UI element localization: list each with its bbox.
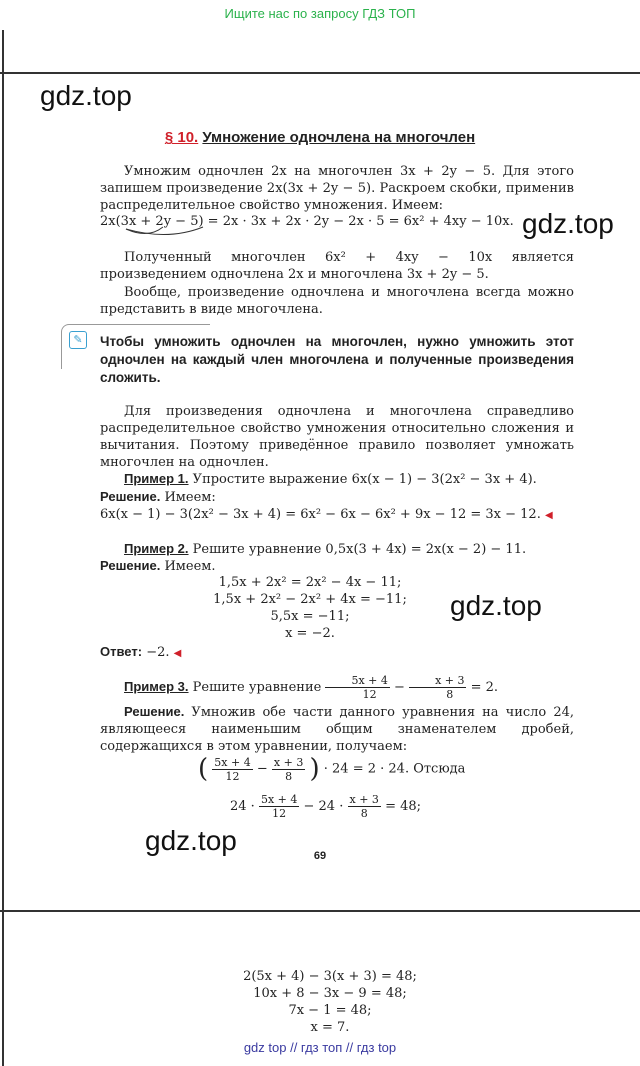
solution-intro: Имеем. — [164, 559, 216, 574]
equation-line: 1,5x + 2x² = 2x² − 4x − 11; — [218, 575, 402, 590]
equation-line: x = −2. — [285, 626, 335, 641]
distributive-note: Для произведения одночлена и многочлена справедливо распределительное свойство умножения относительно сложения и вычитания. Поэтому приведённое правило позволяет умножать многочлен на одночлен. — [100, 404, 574, 470]
example-2-steps — [200, 574, 420, 642]
section-title: Умножение одночлена на многочлен — [202, 129, 476, 146]
example-2-label: Пример 2. — [124, 541, 189, 556]
example-1-text: Упростите выражение 6x(x − 1) − 3(2x² − 3x + 4). — [192, 472, 537, 487]
example-1-task — [100, 470, 574, 488]
page-left-border — [2, 72, 4, 912]
fraction: $\frac{5x + 4}{12}$ — [325, 674, 389, 701]
intro-equation: 2x(3x + 2y − 5) = 2x · 3x + 2x · 2y − 2x · 5 = 6x² + 4xy − 10x. — [100, 214, 514, 229]
example-2-solution-header — [100, 557, 574, 575]
example-3-eq1: ( $\frac{5x + 4}{12}$ − $\frac{x + 3}{8}$ ) · 24 = 2 · 24. Отсюда — [198, 754, 466, 784]
example-3-prefix: Решите уравнение — [192, 680, 322, 695]
rule-icon: ✎ — [69, 331, 87, 349]
solution-label: Решение. — [100, 489, 161, 504]
example-2-answer — [100, 643, 574, 662]
example-3-eq2: 24 · $\frac{5x + 4}{12}$ − 24 · $\frac{x + 3}{8}$ = 48; — [230, 793, 422, 820]
example-3-label: Пример 3. — [124, 679, 189, 694]
solution-text: Умножив обе части данного уравнения на число 24, являющееся наименьшим общим знаменателем дробей, содержащихся в этом уравнении, получаем: — [100, 705, 574, 754]
rule-text: Чтобы умножить одночлен на многочлен, нужно умножить этот одночлен на каждый член многочлена и полученные произведения сложить. — [100, 334, 574, 385]
example-3-steps — [200, 968, 460, 1036]
example-1-solution-header — [100, 488, 574, 506]
intro-paragraph-3: Вообще, произведение одночлена и многочлена всегда можно представить в виде многочлена. — [100, 285, 574, 317]
solution-label: Решение. — [100, 558, 161, 573]
intro-paragraph-2: Полученный многочлен 6x² + 4xy − 10x является произведением одночлена 2x и многочлена 3x + 2y − 5. — [100, 250, 574, 282]
end-marker-icon: ◀ — [544, 510, 553, 521]
page-bottom-border — [0, 910, 640, 912]
answer-value: −2. — [146, 645, 170, 660]
watermark: gdz.top — [40, 80, 132, 111]
end-marker-icon: ◀ — [173, 648, 182, 659]
answer-label: Ответ: — [100, 644, 143, 659]
page-left-border-top — [2, 30, 4, 74]
example-1-equation: 6x(x − 1) − 3(2x² − 3x + 4) = 6x² − 6x − 6x² + 9x − 12 = 3x − 12. — [100, 507, 541, 522]
example-2-task — [100, 540, 574, 558]
intro-paragraph-1: Умножим одночлен 2x на многочлен 3x + 2y − 5. Для этого запишем произведение 2x(3x + 2y − 5). Раскроем скобки, применив распределительное свойство умножения. Имеем: — [100, 164, 574, 213]
example-3-suffix: = 2. — [470, 680, 499, 695]
page-number: 69 — [313, 850, 327, 862]
equation-line: 1,5x + 2x² − 2x² + 4x = −11; — [213, 592, 407, 607]
example-1-label: Пример 1. — [124, 471, 189, 486]
solution-label: Решение. — [124, 704, 185, 719]
equation-line: 2(5x + 4) − 3(x + 3) = 48; — [243, 969, 417, 984]
bottom-banner[interactable]: gdz top // гдз топ // гдз top — [243, 1040, 397, 1055]
top-banner[interactable]: Ищите нас по запросу ГДЗ ТОП — [224, 6, 416, 21]
distribution-arrows — [118, 223, 228, 237]
equation-line: 10x + 8 − 3x − 9 = 48; — [253, 986, 407, 1001]
eq1-suffix: · 24 = 2 · 24. Отсюда — [323, 761, 466, 777]
equation-line: 5,5x = −11; — [270, 609, 350, 624]
example-1-line — [100, 506, 580, 524]
fraction: $\frac{x + 3}{8}$ — [409, 674, 466, 701]
equation-line: 7x − 1 = 48; — [288, 1003, 372, 1018]
watermark: gdz.top — [522, 208, 614, 239]
watermark: gdz.top — [145, 825, 237, 856]
example-2-text: Решите уравнение 0,5x(3 + 4x) = 2x(x − 2) − 11. — [192, 542, 527, 557]
watermark: gdz.top — [450, 590, 542, 621]
example-3-task: Пример 3. Решите уравнение $\frac{5x + 4}{12}$ − $\frac{x + 3}{8}$ = 2. — [124, 674, 499, 701]
example-3-solution — [100, 703, 574, 755]
section-heading — [0, 129, 640, 146]
equation-line: x = 7. — [310, 1020, 350, 1035]
solution-intro: Имеем: — [164, 490, 216, 505]
section-number: § 10. — [164, 129, 199, 146]
page-top-border — [0, 72, 640, 74]
